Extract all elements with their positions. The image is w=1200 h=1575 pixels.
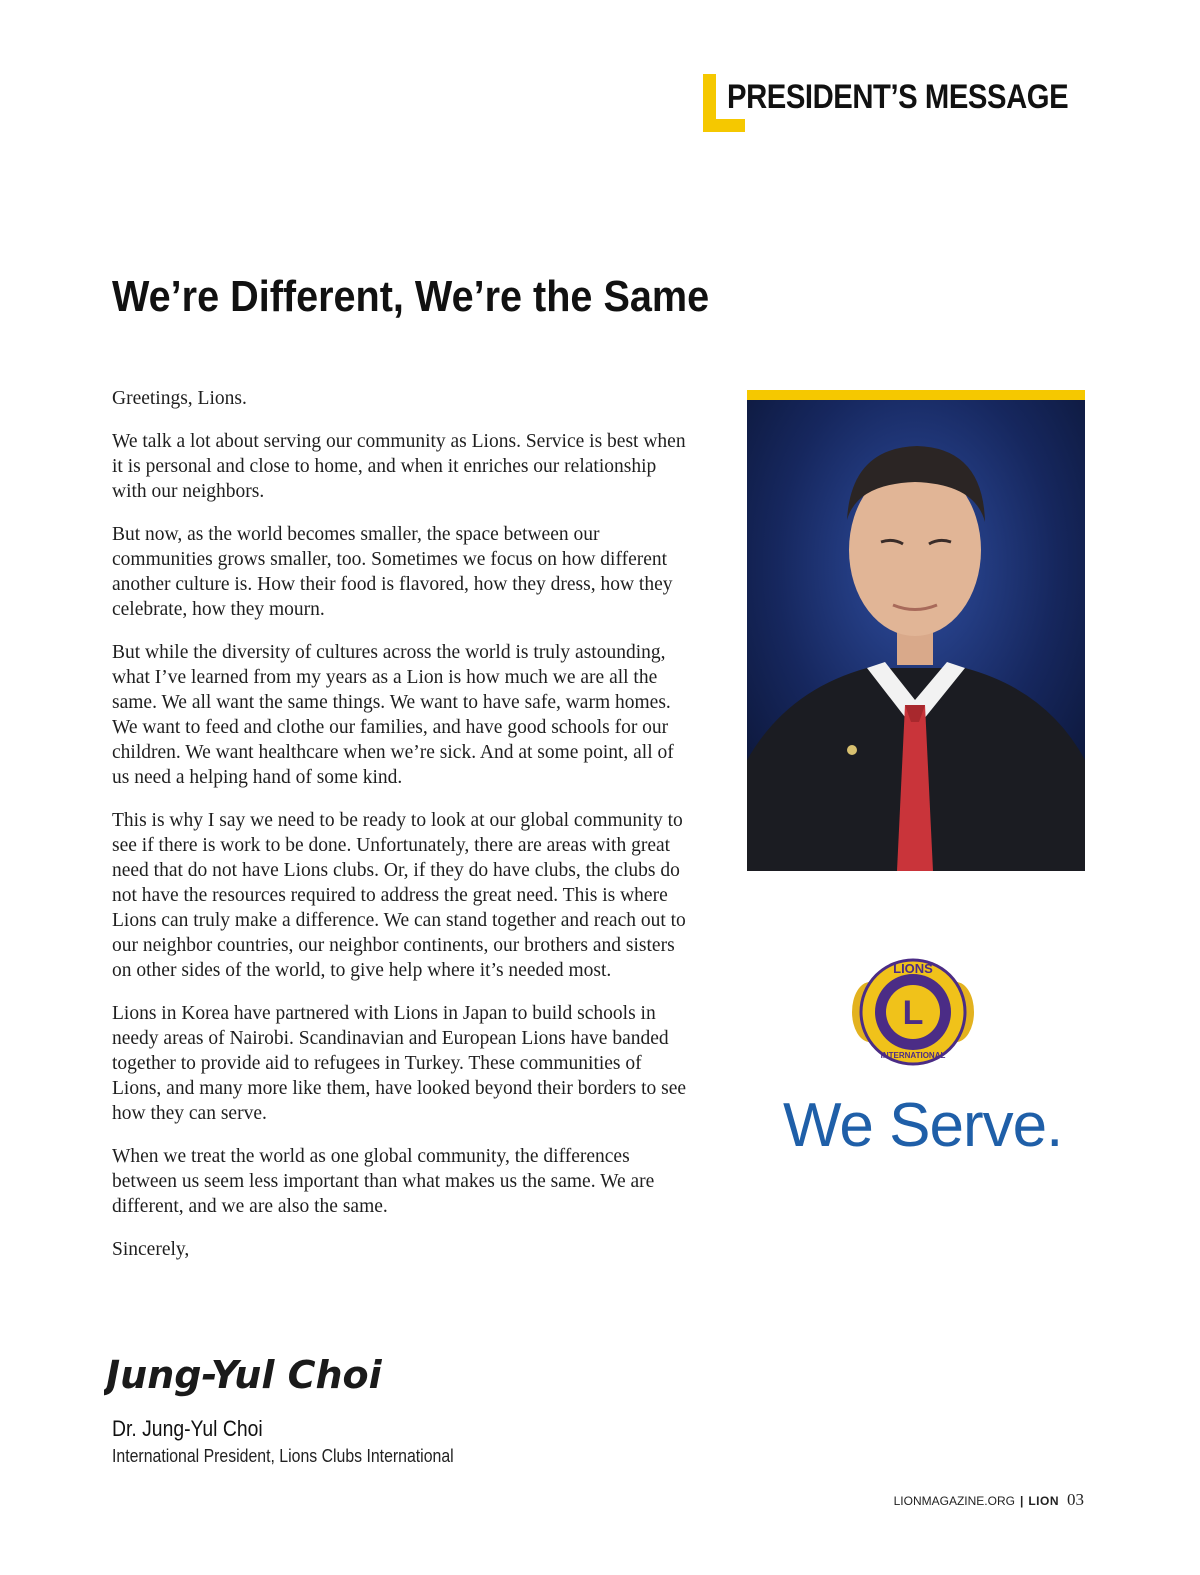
section-marker-horizontal xyxy=(703,119,745,132)
footer-site: LIONMAGAZINE.ORG xyxy=(893,1494,1015,1508)
portrait-illustration xyxy=(747,400,1085,871)
paragraph: This is why I say we need to be ready to look at our global community to see if there is work to be done. Unfortunately, there are areas with great need that do not have Lions clubs. Or, if they do have clubs, the clubs do not have the resources required to address the great need. This is where Lions can truly make a difference. We can stand together and reach out to our neighbor countries, our neighbor continents, our brothers and sisters on other sides of the world, to give help where it’s needed most. xyxy=(112,810,686,981)
signatory-name: Dr. Jung-Yul Choi xyxy=(112,1416,263,1441)
lions-emblem-icon xyxy=(848,950,978,1075)
photo-accent-bar xyxy=(747,390,1085,400)
signature-text: Jung-Yul Choi xyxy=(106,1353,382,1397)
section-label: PRESIDENT’S MESSAGE xyxy=(727,78,1069,116)
president-portrait-photo xyxy=(747,390,1085,871)
footer-magazine: LION xyxy=(1028,1494,1059,1508)
paragraph: We talk a lot about serving our community as Lions. Service is best when it is personal and close to home, and when it enriches our relationship with our neighbors. xyxy=(112,431,686,502)
page-number: 03 xyxy=(1067,1490,1084,1509)
page-footer xyxy=(894,1490,1084,1510)
paragraph-greeting: Greetings, Lions. xyxy=(112,388,247,409)
emblem-letter: L xyxy=(902,994,924,1032)
section-header xyxy=(703,74,1093,134)
paragraph: Lions in Korea have partnered with Lions in Japan to build schools in needy areas of Nairobi. Scandinavian and European Lions have banded together to provide aid to refugees in Turkey. These communities of Lions, and many more like them, have looked beyond their borders to see how they can serve. xyxy=(112,1003,687,1124)
motto-text: We Serve. xyxy=(783,1091,1063,1160)
paragraph: But while the diversity of cultures across the world is truly astounding, what I’ve learned from my years as a Lion is how much we are all the same. We all want the same things. We want to have safe, warm homes. We want to feed and clothe our families, and have good schools for our children. We want healthcare when we’re sick. And at some point, all of us need a helping hand of some kind. xyxy=(112,642,674,788)
paragraph: But now, as the world becomes smaller, the space between our communities grows smaller, too. Sometimes we focus on how different another culture is. How their food is flavored, how they dress, how they celebrate, how they mourn. xyxy=(112,524,673,620)
article-body xyxy=(112,386,687,1280)
signatory-title: International President, Lions Clubs International xyxy=(112,1446,454,1466)
footer-separator: | xyxy=(1019,1494,1024,1508)
emblem-ring-top: LIONS xyxy=(893,961,933,976)
article-title: We’re Different, We’re the Same xyxy=(112,272,710,321)
paragraph: When we treat the world as one global community, the differences between us seem less important than what makes us the same. We are different, and we are also the same. xyxy=(112,1146,655,1217)
emblem-ring-bottom: INTERNATIONAL xyxy=(880,1051,946,1060)
paragraph-closing: Sincerely, xyxy=(112,1239,190,1260)
handwritten-signature xyxy=(104,1346,444,1406)
